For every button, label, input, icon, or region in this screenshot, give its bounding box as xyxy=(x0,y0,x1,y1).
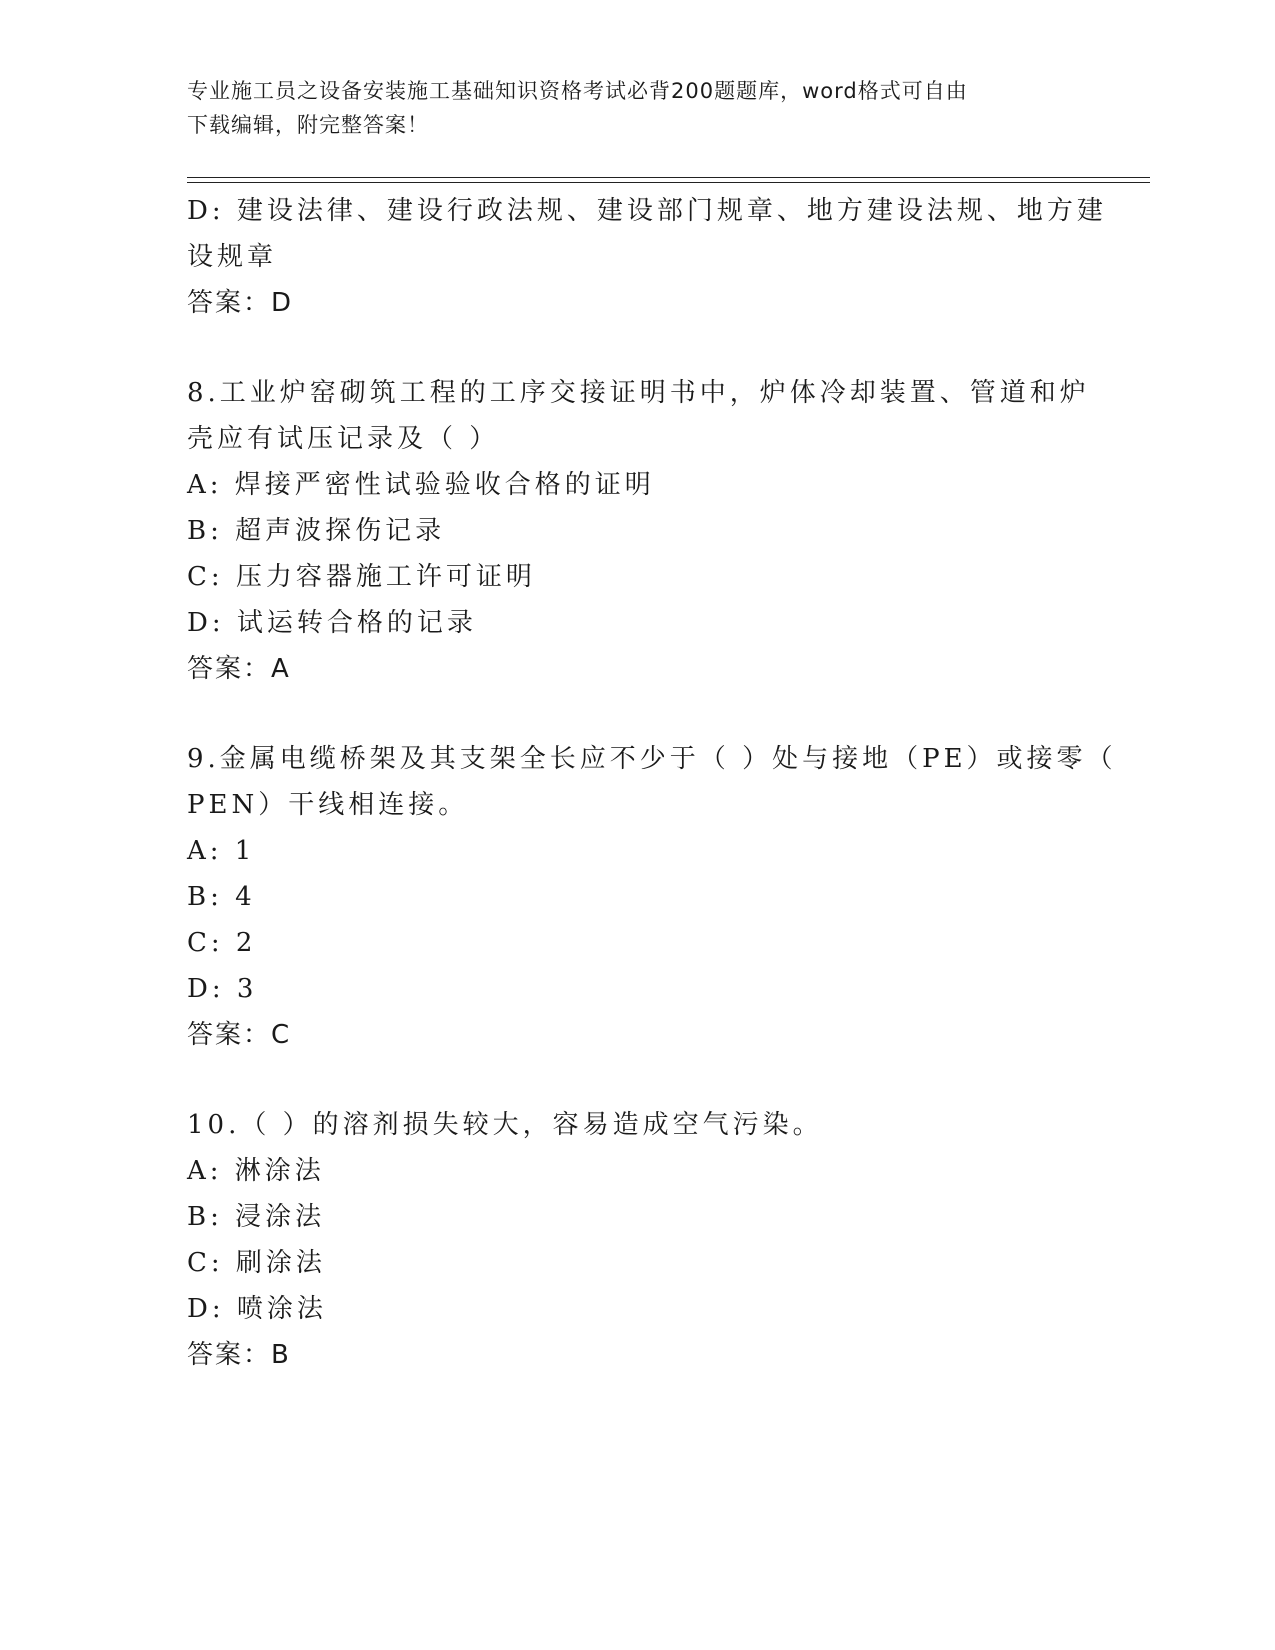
option-c: C: 压力容器施工许可证明 xyxy=(187,562,536,592)
spacer xyxy=(187,326,1087,370)
question-9 xyxy=(187,736,1117,1058)
header-line-1: 专业施工员之设备安装施工基础知识资格考试必背200题题库，word格式可自由 xyxy=(187,79,968,103)
document-header xyxy=(187,74,1067,142)
option-b: B: 超声波探伤记录 xyxy=(187,516,446,546)
option-d: D: 3 xyxy=(187,974,258,1004)
option-d: D: 试运转合格的记录 xyxy=(187,608,477,638)
option-a: A: 1 xyxy=(187,836,256,866)
option-b: B: 4 xyxy=(187,882,256,912)
question-list xyxy=(187,188,1117,1378)
answer-label: 答案：C xyxy=(187,1020,292,1050)
header-divider-bottom xyxy=(187,182,1150,183)
question-stem-continued: PEN）干线相连接。 xyxy=(187,790,469,820)
option-b: B: 浸涂法 xyxy=(187,1202,326,1232)
option-c: C: 刷涂法 xyxy=(187,1248,326,1278)
option-a: A: 淋涂法 xyxy=(187,1156,325,1186)
question-stem: 10.（ ）的溶剂损失较大，容易造成空气污染。 xyxy=(187,1110,823,1140)
question-8 xyxy=(187,370,1090,692)
question-10 xyxy=(187,1102,1087,1378)
spacer xyxy=(187,1058,1087,1102)
spacer xyxy=(187,692,1087,736)
option-d: D: 建设法律、建设行政法规、建设部门规章、地方建设法规、地方建 xyxy=(187,196,1107,226)
option-c: C: 2 xyxy=(187,928,257,958)
option-a: A: 焊接严密性试验验收合格的证明 xyxy=(187,470,655,500)
question-stem-continued: 壳应有试压记录及（ ） xyxy=(187,424,500,454)
question-stem: 9.金属电缆桥架及其支架全长应不少于（ ）处与接地（PE）或接零（ xyxy=(187,744,1117,774)
header-divider-top xyxy=(187,177,1150,178)
question-7 xyxy=(187,188,1107,326)
answer-label: 答案：A xyxy=(187,654,291,684)
question-stem: 8.工业炉窑砌筑工程的工序交接证明书中，炉体冷却装置、管道和炉 xyxy=(187,378,1090,408)
option-d-continued: 设规章 xyxy=(187,242,278,272)
header-line-2: 下载编辑，附完整答案！ xyxy=(187,113,429,137)
answer-label: 答案：B xyxy=(187,1340,291,1370)
option-d: D: 喷涂法 xyxy=(187,1294,327,1324)
answer-label: 答案：D xyxy=(187,288,294,318)
